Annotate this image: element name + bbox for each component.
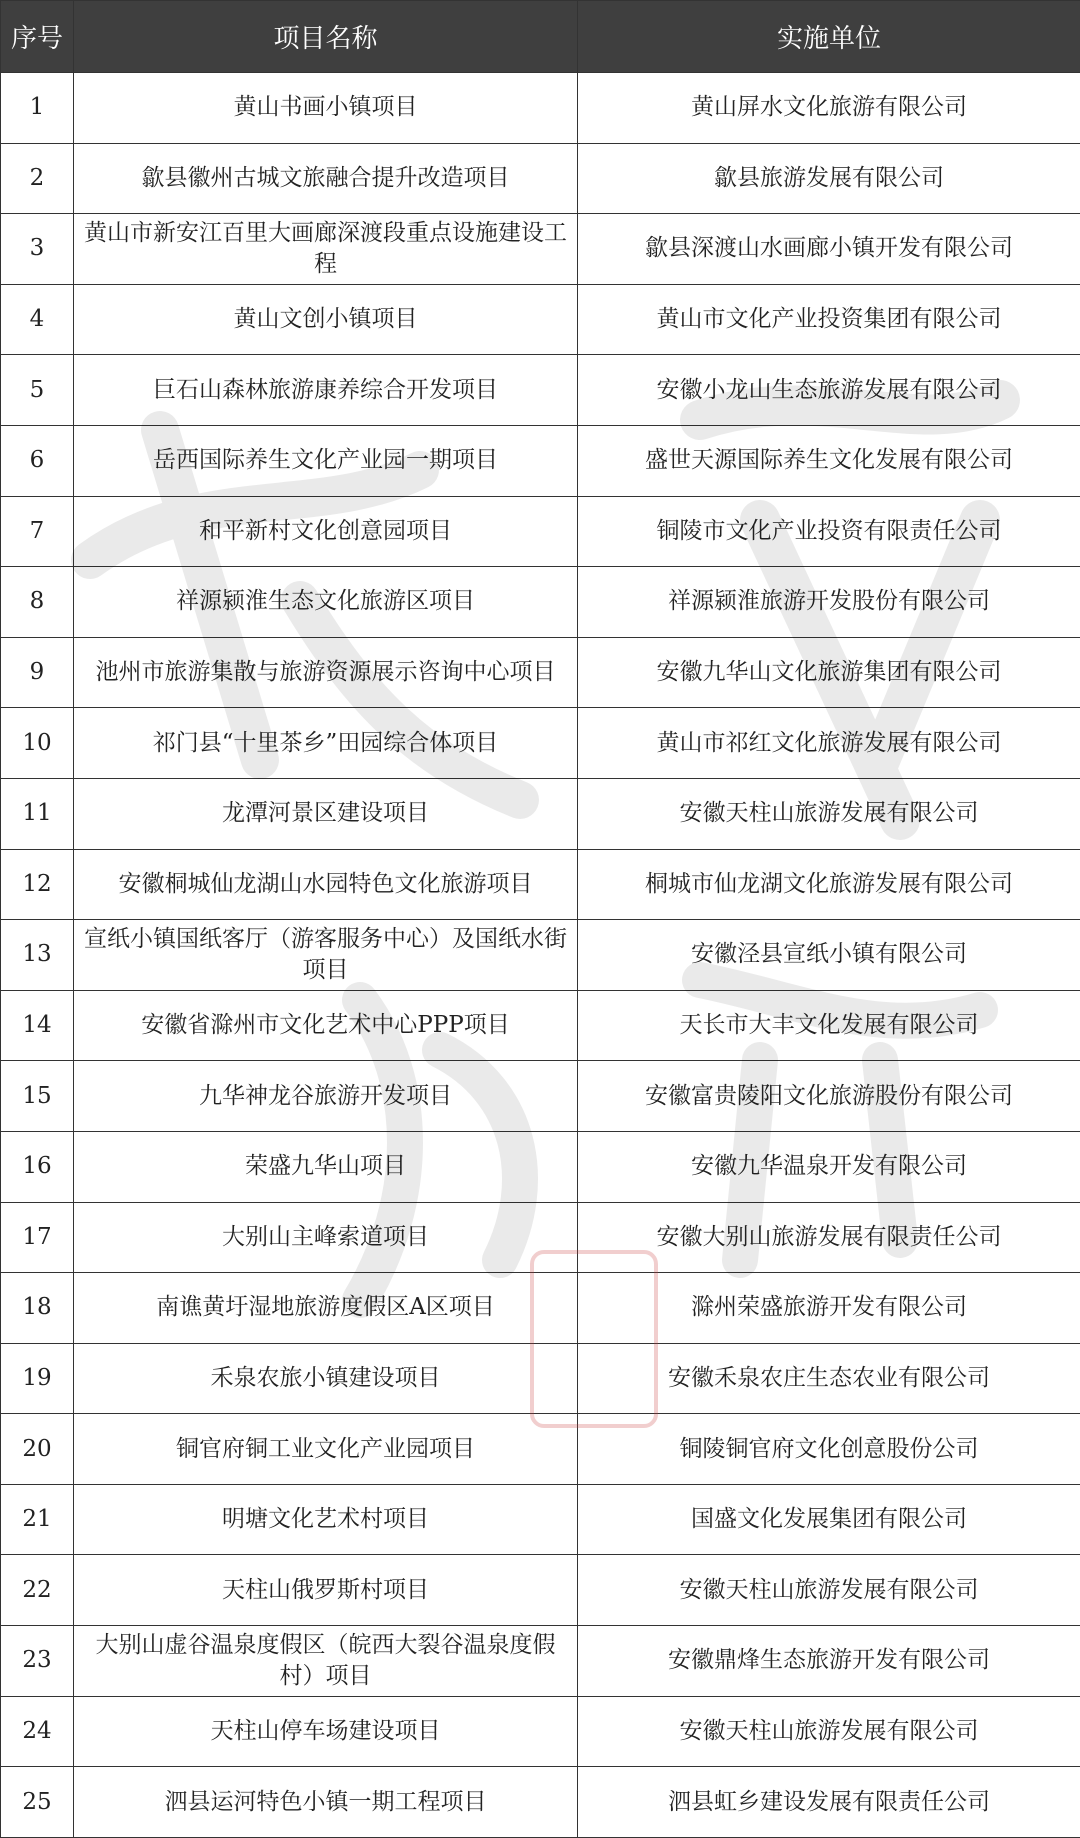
project-name-cell: 禾泉农旅小镇建设项目 bbox=[74, 1343, 578, 1414]
table-row bbox=[1, 1202, 1080, 1273]
implementing-unit-cell: 安徽九华温泉开发有限公司 bbox=[578, 1131, 1080, 1202]
project-name-cell: 大别山虚谷温泉度假区（皖西大裂谷温泉度假村）项目 bbox=[74, 1626, 578, 1697]
implementing-unit-cell: 安徽禾泉农庄生态农业有限公司 bbox=[578, 1343, 1080, 1414]
implementing-unit-cell: 祥源颍淮旅游开发股份有限公司 bbox=[578, 567, 1080, 638]
row-number-cell: 16 bbox=[1, 1131, 74, 1202]
implementing-unit-cell: 安徽大别山旅游发展有限责任公司 bbox=[578, 1202, 1080, 1273]
table-row bbox=[1, 284, 1080, 355]
project-name-cell: 铜官府铜工业文化产业园项目 bbox=[74, 1414, 578, 1485]
project-name-cell: 黄山文创小镇项目 bbox=[74, 284, 578, 355]
project-name-cell: 祁门县“十里茶乡”田园综合体项目 bbox=[74, 708, 578, 779]
project-name-cell: 岳西国际养生文化产业园一期项目 bbox=[74, 425, 578, 496]
project-name-cell: 明塘文化艺术村项目 bbox=[74, 1484, 578, 1555]
header-no: 序号 bbox=[1, 1, 74, 73]
table-row bbox=[1, 637, 1080, 708]
row-number-cell: 17 bbox=[1, 1202, 74, 1273]
project-name-cell: 和平新村文化创意园项目 bbox=[74, 496, 578, 567]
table-row bbox=[1, 920, 1080, 991]
project-name-cell: 黄山市新安江百里大画廊深渡段重点设施建设工程 bbox=[74, 214, 578, 285]
project-name-cell: 南谯黄圩湿地旅游度假区A区项目 bbox=[74, 1273, 578, 1344]
row-number-cell: 24 bbox=[1, 1696, 74, 1767]
row-number-cell: 20 bbox=[1, 1414, 74, 1485]
table-row bbox=[1, 778, 1080, 849]
row-number-cell: 23 bbox=[1, 1626, 74, 1697]
table-row bbox=[1, 1343, 1080, 1414]
table-row bbox=[1, 849, 1080, 920]
implementing-unit-cell: 天长市大丰文化发展有限公司 bbox=[578, 990, 1080, 1061]
project-name-cell: 黄山书画小镇项目 bbox=[74, 73, 578, 144]
table-row bbox=[1, 355, 1080, 426]
row-number-cell: 5 bbox=[1, 355, 74, 426]
project-name-cell: 安徽桐城仙龙湖山水园特色文化旅游项目 bbox=[74, 849, 578, 920]
row-number-cell: 7 bbox=[1, 496, 74, 567]
table-row bbox=[1, 1131, 1080, 1202]
implementing-unit-cell: 安徽鼎烽生态旅游开发有限公司 bbox=[578, 1626, 1080, 1697]
project-name-cell: 荣盛九华山项目 bbox=[74, 1131, 578, 1202]
row-number-cell: 6 bbox=[1, 425, 74, 496]
table-row bbox=[1, 1767, 1080, 1838]
row-number-cell: 12 bbox=[1, 849, 74, 920]
project-name-cell: 巨石山森林旅游康养综合开发项目 bbox=[74, 355, 578, 426]
implementing-unit-cell: 安徽天柱山旅游发展有限公司 bbox=[578, 778, 1080, 849]
header-implementing-unit: 实施单位 bbox=[578, 1, 1080, 73]
table-row bbox=[1, 990, 1080, 1061]
project-name-cell: 大别山主峰索道项目 bbox=[74, 1202, 578, 1273]
table-body bbox=[1, 73, 1080, 1838]
implementing-unit-cell: 歙县深渡山水画廊小镇开发有限公司 bbox=[578, 214, 1080, 285]
implementing-unit-cell: 安徽天柱山旅游发展有限公司 bbox=[578, 1696, 1080, 1767]
table-row bbox=[1, 143, 1080, 214]
project-name-cell: 祥源颍淮生态文化旅游区项目 bbox=[74, 567, 578, 638]
table-row bbox=[1, 567, 1080, 638]
row-number-cell: 10 bbox=[1, 708, 74, 779]
implementing-unit-cell: 黄山市文化产业投资集团有限公司 bbox=[578, 284, 1080, 355]
project-name-cell: 龙潭河景区建设项目 bbox=[74, 778, 578, 849]
project-name-cell: 池州市旅游集散与旅游资源展示咨询中心项目 bbox=[74, 637, 578, 708]
implementing-unit-cell: 安徽天柱山旅游发展有限公司 bbox=[578, 1555, 1080, 1626]
row-number-cell: 14 bbox=[1, 990, 74, 1061]
table-row bbox=[1, 708, 1080, 779]
row-number-cell: 1 bbox=[1, 73, 74, 144]
project-name-cell: 歙县徽州古城文旅融合提升改造项目 bbox=[74, 143, 578, 214]
table-row bbox=[1, 73, 1080, 144]
implementing-unit-cell: 盛世天源国际养生文化发展有限公司 bbox=[578, 425, 1080, 496]
table-row bbox=[1, 1626, 1080, 1697]
row-number-cell: 2 bbox=[1, 143, 74, 214]
implementing-unit-cell: 安徽小龙山生态旅游发展有限公司 bbox=[578, 355, 1080, 426]
row-number-cell: 22 bbox=[1, 1555, 74, 1626]
header-row bbox=[1, 1, 1080, 73]
row-number-cell: 15 bbox=[1, 1061, 74, 1132]
row-number-cell: 19 bbox=[1, 1343, 74, 1414]
row-number-cell: 18 bbox=[1, 1273, 74, 1344]
project-name-cell: 宣纸小镇国纸客厅（游客服务中心）及国纸水街项目 bbox=[74, 920, 578, 991]
table-row bbox=[1, 1273, 1080, 1344]
table-row bbox=[1, 1484, 1080, 1555]
implementing-unit-cell: 黄山屏水文化旅游有限公司 bbox=[578, 73, 1080, 144]
row-number-cell: 4 bbox=[1, 284, 74, 355]
table-row bbox=[1, 1696, 1080, 1767]
row-number-cell: 8 bbox=[1, 567, 74, 638]
table-row bbox=[1, 496, 1080, 567]
implementing-unit-cell: 桐城市仙龙湖文化旅游发展有限公司 bbox=[578, 849, 1080, 920]
implementing-unit-cell: 黄山市祁红文化旅游发展有限公司 bbox=[578, 708, 1080, 779]
project-name-cell: 安徽省滁州市文化艺术中心PPP项目 bbox=[74, 990, 578, 1061]
row-number-cell: 9 bbox=[1, 637, 74, 708]
implementing-unit-cell: 歙县旅游发展有限公司 bbox=[578, 143, 1080, 214]
row-number-cell: 25 bbox=[1, 1767, 74, 1838]
row-number-cell: 21 bbox=[1, 1484, 74, 1555]
table-header bbox=[1, 1, 1080, 73]
implementing-unit-cell: 滁州荣盛旅游开发有限公司 bbox=[578, 1273, 1080, 1344]
implementing-unit-cell: 国盛文化发展集团有限公司 bbox=[578, 1484, 1080, 1555]
project-name-cell: 泗县运河特色小镇一期工程项目 bbox=[74, 1767, 578, 1838]
row-number-cell: 11 bbox=[1, 778, 74, 849]
implementing-unit-cell: 泗县虹乡建设发展有限责任公司 bbox=[578, 1767, 1080, 1838]
table-row bbox=[1, 214, 1080, 285]
implementing-unit-cell: 铜陵铜官府文化创意股份公司 bbox=[578, 1414, 1080, 1485]
header-project-name: 项目名称 bbox=[74, 1, 578, 73]
row-number-cell: 3 bbox=[1, 214, 74, 285]
implementing-unit-cell: 安徽泾县宣纸小镇有限公司 bbox=[578, 920, 1080, 991]
table-row bbox=[1, 1414, 1080, 1485]
project-name-cell: 九华神龙谷旅游开发项目 bbox=[74, 1061, 578, 1132]
project-name-cell: 天柱山停车场建设项目 bbox=[74, 1696, 578, 1767]
implementing-unit-cell: 安徽富贵陵阳文化旅游股份有限公司 bbox=[578, 1061, 1080, 1132]
table-row bbox=[1, 425, 1080, 496]
row-number-cell: 13 bbox=[1, 920, 74, 991]
table-row bbox=[1, 1061, 1080, 1132]
project-name-cell: 天柱山俄罗斯村项目 bbox=[74, 1555, 578, 1626]
table-row bbox=[1, 1555, 1080, 1626]
implementing-unit-cell: 铜陵市文化产业投资有限责任公司 bbox=[578, 496, 1080, 567]
implementing-unit-cell: 安徽九华山文化旅游集团有限公司 bbox=[578, 637, 1080, 708]
